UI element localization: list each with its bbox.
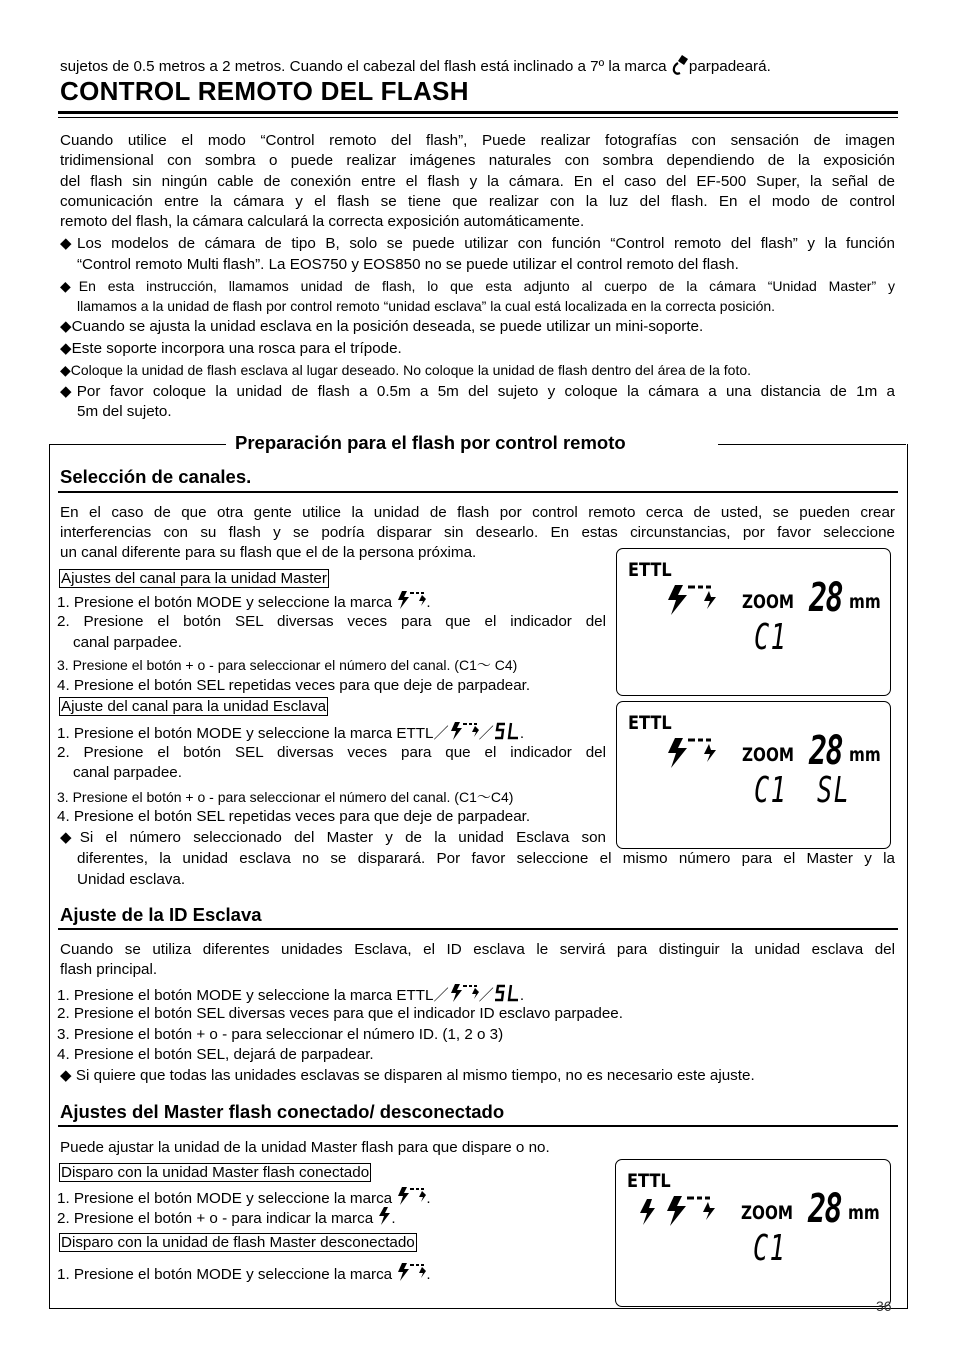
master-onoff-para: Puede ajustar la unidad de la unidad Master flash para que dispare o no. bbox=[60, 1139, 550, 1156]
lcd-ettl: ETTL bbox=[628, 559, 672, 581]
lcd-channel: C1 bbox=[754, 617, 788, 658]
channels-heading: Selección de canales. bbox=[60, 466, 252, 487]
lcd-slave-channel bbox=[616, 701, 891, 849]
remote-flash-icon bbox=[449, 721, 479, 741]
master-on-step-1: 1. Presione el botón MODE y seleccione la marca . bbox=[57, 1186, 431, 1210]
remote-flash-icon bbox=[396, 590, 426, 610]
bullet-2-line-1: ◆En esta instrucción, llamamos unidad de flash, lo que esta adjunto al cuerpo de la cámara “Unidad Master” y bbox=[60, 278, 895, 294]
lcd-zoom: ZOOM bbox=[742, 591, 794, 613]
master-onoff-heading: Ajustes del Master flash conectado/ desconectado bbox=[60, 1101, 505, 1122]
bullet-1-line-2: “Control remoto Multi flash”. La EOS750 y EOS850 no se puede utilizar el control remoto del flash. bbox=[77, 256, 739, 273]
channel-note-3: Unidad esclava. bbox=[77, 871, 186, 888]
master-step-4: 4. Presione el botón SEL repetidas veces para que deje de parpadear. bbox=[57, 677, 531, 694]
master-on-step-2: 2. Presione el botón + o - para indicar la marca . bbox=[57, 1206, 396, 1230]
lcd-unit: mm bbox=[848, 1202, 880, 1224]
slave-id-step-2: 2. Presione el botón SEL diversas veces para que el indicador ID esclavo parpadee. bbox=[57, 1005, 623, 1022]
slave-id-note: ◆ Si quiere que todas las unidades esclavas se disparen al mismo tiempo, no es necesario este ajuste. bbox=[60, 1067, 755, 1084]
slave-sl-icon bbox=[494, 721, 520, 741]
master-step-3: 3. Presione el botón + o - para seleccionar el número del canal. (C1～ C4) bbox=[57, 657, 518, 673]
master-on-label: Disparo con la unidad Master flash conectado bbox=[61, 1164, 370, 1181]
lcd-channel: C1 bbox=[753, 1228, 787, 1269]
slave-id-heading: Ajuste de la ID Esclava bbox=[60, 904, 262, 925]
bullet-6-line-1: ◆Por favor coloque la unidad de flash a 0.5m a 5m del sujeto y coloque la cámara a una distancia de 1m a bbox=[60, 383, 895, 400]
intro-line-4: comunicación entre la cámara y el flash se tiene que realizar con la luz del flash. En el modo de control bbox=[60, 193, 895, 210]
intro-line-5: remoto del flash, la cámara calculará la correcta exposición automáticamente. bbox=[60, 213, 585, 230]
slave-step-4: 4. Presione el botón SEL repetidas veces para que deje de parpadear. bbox=[57, 808, 531, 825]
slave-channel-label: Ajuste del canal para la unidad Esclava bbox=[61, 698, 327, 715]
lcd-zoom-value: 28 bbox=[809, 575, 843, 621]
slave-id-step-4: 4. Presione el botón SEL, dejará de parpadear. bbox=[57, 1046, 374, 1063]
bullet-3: ◆Cuando se ajusta la unidad esclava en la posición deseada, se puede utilizar un mini-soporte. bbox=[60, 318, 704, 335]
lcd-zoom: ZOOM bbox=[742, 744, 794, 766]
page-number: 36 bbox=[876, 1298, 892, 1314]
lcd-zoom: ZOOM bbox=[741, 1202, 793, 1224]
intro-line-1: Cuando utilice el modo “Control remoto del flash”, Puede realizar fotografías con sensación de imagen bbox=[60, 132, 895, 149]
intro-line-3: del flash sin ningún cable de conexión entre el flash y la cámara. En el caso del EF-500 Super, la señal de bbox=[60, 173, 895, 190]
slave-id-step-1: 1. Presione el botón MODE y seleccione la marca ETTL／ ／ . bbox=[57, 983, 524, 1007]
remote-flash-icon bbox=[449, 983, 479, 1003]
bullet-5: ◆Coloque la unidad de flash esclava al lugar deseado. No coloque la unidad de flash dentro del área de la foto. bbox=[60, 362, 752, 378]
bullet-1-line-1: ◆Los modelos de cámara de tipo B, solo se puede utilizar con función “Control remoto del flash” y la función bbox=[60, 235, 895, 252]
channels-para-2: interferencias con su flash y se podría disparar sin desearlo. En estas circunstancias, por favor seleccione bbox=[60, 524, 895, 541]
master-step-1: 1. Presione el botón MODE y seleccione la marca . bbox=[57, 590, 431, 614]
slave-step-3: 3. Presione el botón + o - para seleccionar el número del canal. (C1～C4) bbox=[57, 789, 514, 805]
lcd-master-channel bbox=[616, 548, 891, 696]
slave-id-rule bbox=[58, 928, 898, 930]
lcd-flash-icon bbox=[638, 1198, 656, 1226]
box-title: Preparación para el flash por control remoto bbox=[235, 432, 626, 453]
lcd-slave: SL bbox=[817, 770, 851, 811]
flash-icon bbox=[377, 1206, 391, 1226]
slave-step-1: 1. Presione el botón MODE y seleccione la marca ETTL／ ／ . bbox=[57, 721, 524, 745]
slave-id-step-3: 3. Presione el botón + o - para seleccionar el número ID. (1, 2 o 3) bbox=[57, 1026, 504, 1043]
lcd-remote-flash-icon bbox=[664, 1194, 716, 1228]
master-off-step-1: 1. Presione el botón MODE y seleccione la marca . bbox=[57, 1262, 431, 1286]
slave-sl-icon bbox=[494, 983, 520, 1003]
tilt-flash-icon bbox=[671, 54, 689, 76]
channel-note-1: ◆Si el número seleccionado del Master y de la unidad Esclava son bbox=[60, 829, 606, 846]
lcd-channel: C1 bbox=[754, 770, 788, 811]
master-channel-label: Ajustes del canal para la unidad Master bbox=[61, 570, 327, 587]
lcd-remote-flash-icon bbox=[665, 583, 717, 617]
channels-rule bbox=[58, 491, 898, 493]
remote-flash-icon bbox=[396, 1186, 426, 1206]
lcd-zoom-value: 28 bbox=[809, 728, 843, 774]
remote-flash-icon bbox=[396, 1262, 426, 1282]
box-top-left bbox=[49, 444, 226, 445]
slave-step-2b: canal parpadee. bbox=[73, 764, 182, 781]
channels-para-3: un canal diferente para su flash que el de la persona próxima. bbox=[60, 544, 477, 561]
slave-id-para-2: flash principal. bbox=[60, 961, 158, 978]
top-continuation-text: sujetos de 0.5 metros a 2 metros. Cuando el cabezal del flash está inclinado a 7º la marca parpadeará. bbox=[60, 54, 771, 78]
bullet-4: ◆Este soporte incorpora una rosca para el trípode. bbox=[60, 340, 402, 357]
master-off-label: Disparo con la unidad de flash Master desconectado bbox=[61, 1234, 415, 1251]
lcd-remote-flash-icon bbox=[665, 736, 717, 770]
lcd-zoom-value: 28 bbox=[808, 1186, 842, 1232]
bullet-6-line-2: 5m del sujeto. bbox=[77, 403, 172, 420]
lcd-unit: mm bbox=[849, 744, 881, 766]
slave-step-2a: 2. Presione el botón SEL diversas veces para que el indicador del bbox=[57, 744, 606, 761]
slave-id-para-1: Cuando se utiliza diferentes unidades Esclava, el ID esclava le servirá para distinguir la unidad esclava del bbox=[60, 941, 895, 958]
channel-note-2: diferentes, la unidad esclava no se disparará. Por favor seleccione el mismo número para el Master y la bbox=[77, 850, 895, 867]
channels-para-1: En el caso de que otra gente utilice la unidad de flash por control remoto cerca de usted, se pueden crear bbox=[60, 504, 895, 521]
lcd-unit: mm bbox=[849, 591, 881, 613]
title-rule-thin bbox=[58, 117, 898, 118]
lcd-ettl: ETTL bbox=[628, 712, 672, 734]
bullet-2-line-2: llamamos a la unidad de flash por control remoto “unidad esclava” la cual está localizada en la correcta posición. bbox=[77, 298, 776, 314]
master-onoff-rule bbox=[58, 1125, 898, 1127]
intro-line-2: tridimensional con sombra o puede realizar imágenes naturales con sombra dependiendo de la exposición bbox=[60, 152, 895, 169]
box-top-right bbox=[718, 444, 906, 445]
master-step-2a: 2. Presione el botón SEL diversas veces para que el indicador del bbox=[57, 613, 606, 630]
lcd-ettl: ETTL bbox=[627, 1170, 671, 1192]
title-rule bbox=[58, 111, 898, 114]
lcd-master-on bbox=[615, 1159, 891, 1307]
page-title: CONTROL REMOTO DEL FLASH bbox=[60, 76, 469, 106]
master-step-2b: canal parpadee. bbox=[73, 634, 182, 651]
